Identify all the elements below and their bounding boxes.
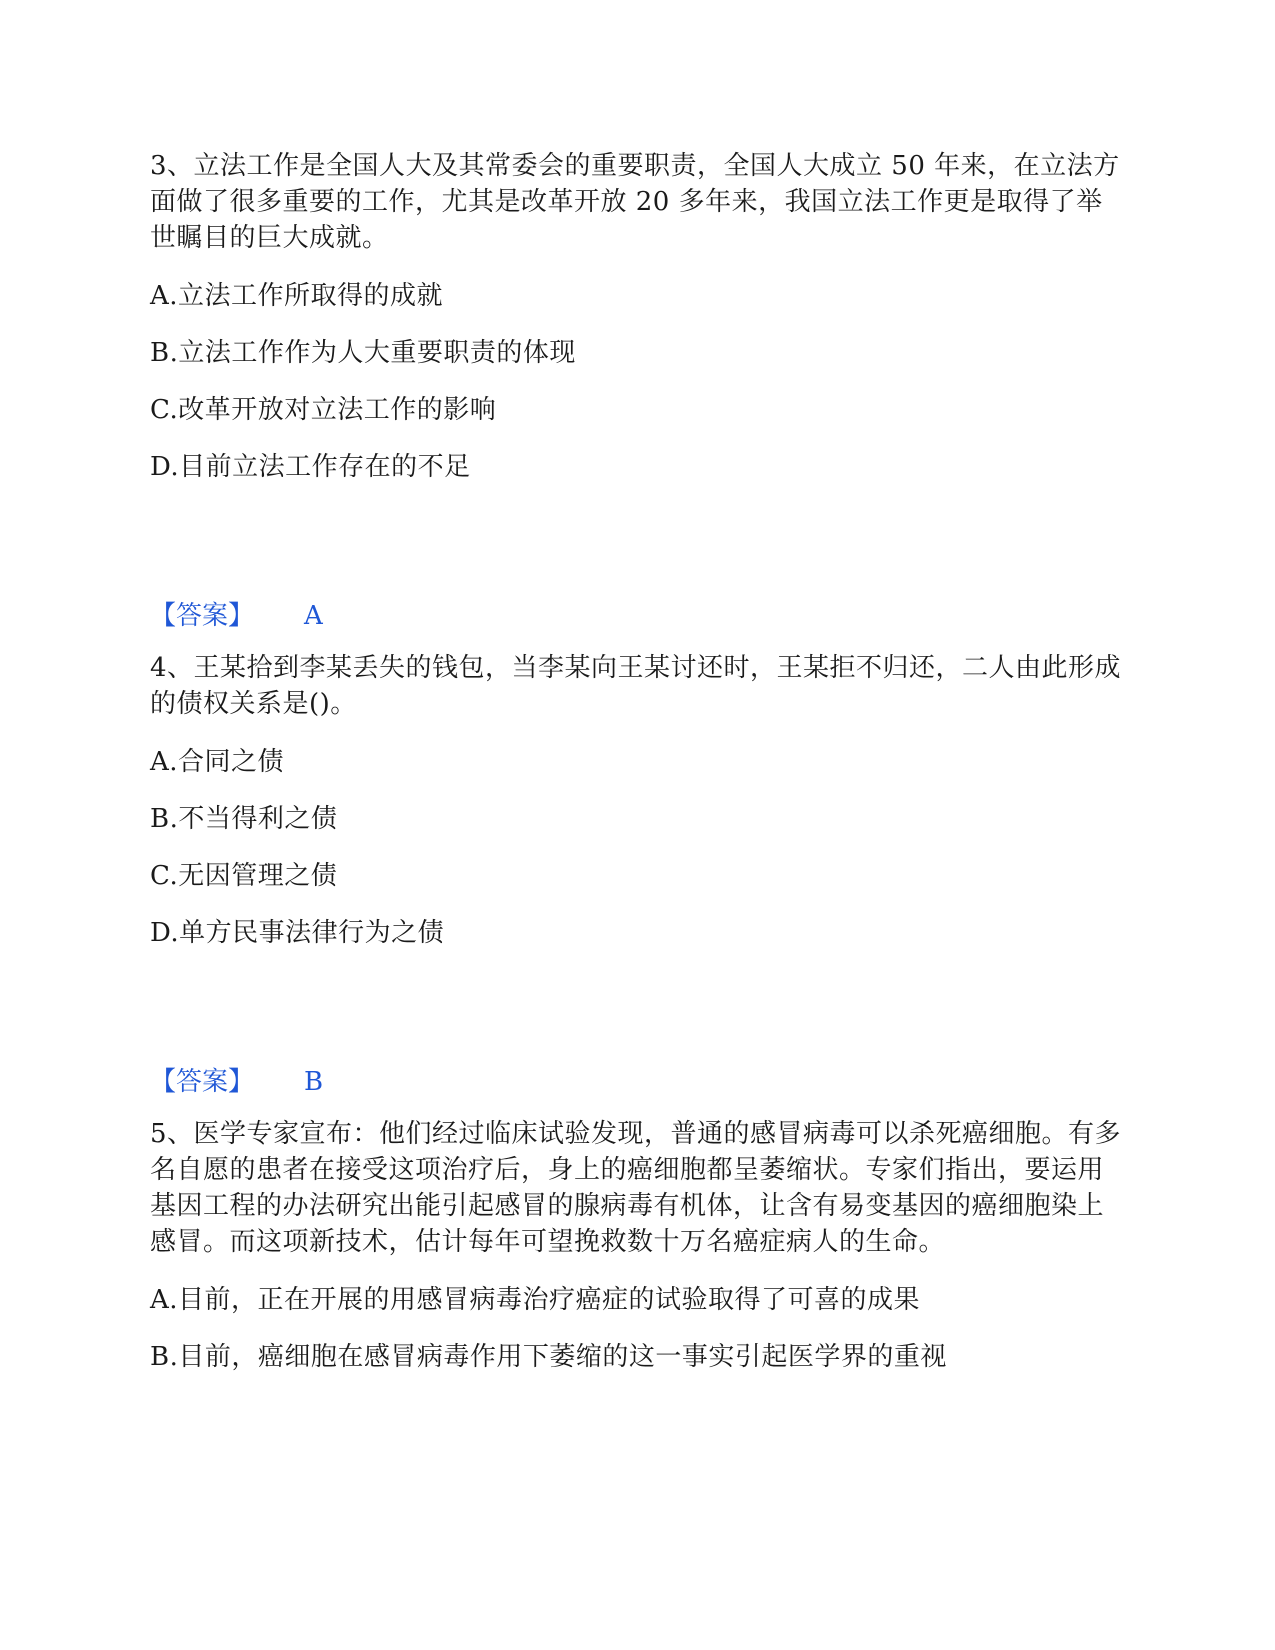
- option-a: A.合同之债: [150, 747, 285, 777]
- answer-label: 【答案】: [150, 1067, 255, 1097]
- question-text: 3、立法工作是全国人大及其常委会的重要职责，全国人大成立 50 年来，在立法方面做了很多重要的工作，尤其是改革开放 20 多年来，我国立法工作更是取得了举世瞩目的巨大成就。: [150, 151, 1120, 253]
- option-d: D.目前立法工作存在的不足: [150, 452, 471, 482]
- answer-label: 【答案】: [150, 601, 255, 631]
- question-text: 4、王某拾到李某丢失的钱包，当李某向王某讨还时，王某拒不归还，二人由此形成的债权关系是()。: [150, 653, 1122, 719]
- option-c: C.改革开放对立法工作的影响: [150, 395, 497, 425]
- option-b: B.不当得利之债: [150, 804, 338, 834]
- option-a: A.立法工作所取得的成就: [150, 281, 444, 311]
- answer-line: [150, 598, 1125, 634]
- document-page: [150, 148, 1125, 1396]
- option-list: [150, 278, 1125, 506]
- question-5: [150, 1116, 1125, 1396]
- question-text: 5、医学专家宣布：他们经过临床试验发现，普通的感冒病毒可以杀死癌细胞。有多名自愿的患者在接受这项治疗后，身上的癌细胞都呈萎缩状。专家们指出，要运用基因工程的办法研究出能引起感冒的腺病毒有机体，让含有易变基因的癌细胞染上感冒。而这项新技术，估计每年可望挽救数十万名癌症病人的生命。: [150, 1119, 1122, 1257]
- option-a: A.目前，正在开展的用感冒病毒治疗癌症的试验取得了可喜的成果: [150, 1285, 921, 1315]
- answer-value: A: [304, 601, 323, 631]
- option-d: D.单方民事法律行为之债: [150, 918, 445, 948]
- answer-line: [150, 1064, 1125, 1100]
- option-list: [150, 744, 1125, 972]
- option-list: [150, 1282, 1125, 1396]
- answer-value: B: [304, 1067, 324, 1097]
- question-4: [150, 650, 1125, 1116]
- option-b: B.立法工作作为人大重要职责的体现: [150, 338, 576, 368]
- option-c: C.无因管理之债: [150, 861, 338, 891]
- question-3: [150, 148, 1125, 650]
- option-b: B.目前，癌细胞在感冒病毒作用下萎缩的这一事实引起医学界的重视: [150, 1342, 947, 1372]
